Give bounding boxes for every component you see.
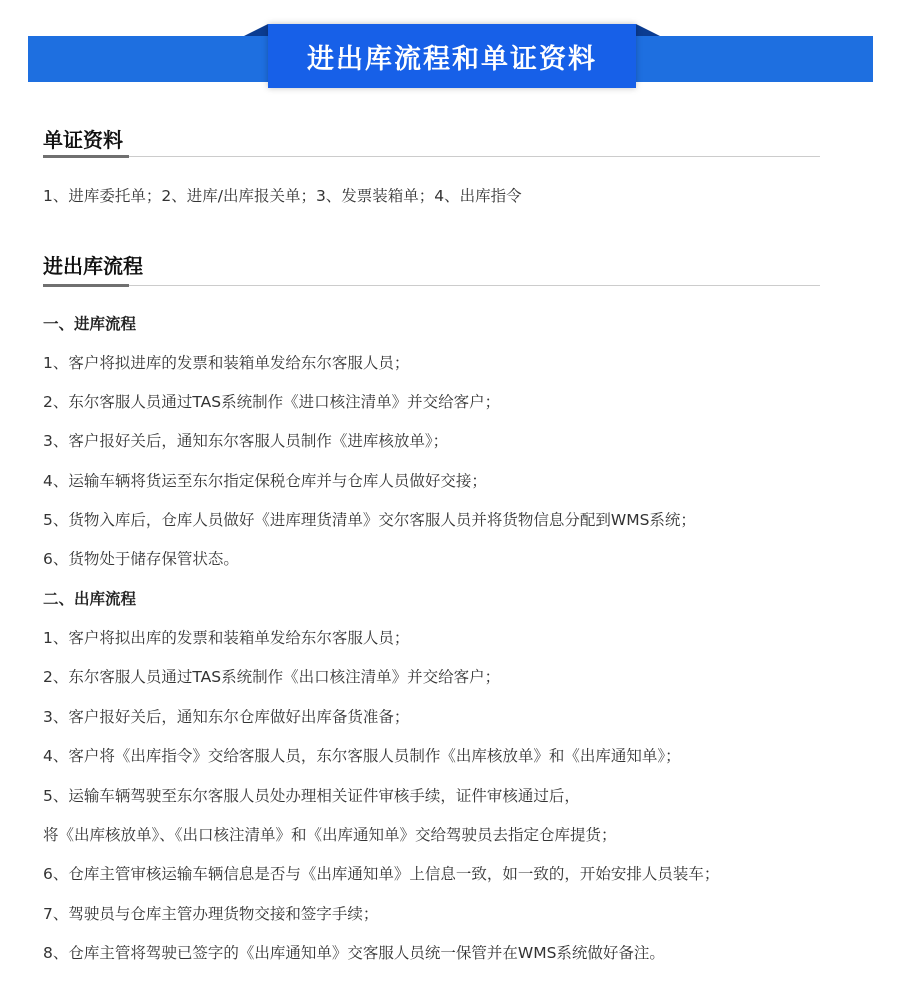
outbound-step: 1、客户将拟出库的发票和装箱单发给东尔客服人员； xyxy=(43,629,410,647)
process-divider xyxy=(43,285,820,286)
documents-divider xyxy=(43,156,820,157)
inbound-step: 5、货物入库后，仓库人员做好《进库理货清单》交尔客服人员并将货物信息分配到WMS系统； xyxy=(43,511,696,529)
inbound-heading: 一、进库流程 xyxy=(43,315,137,333)
outbound-step: 7、驾驶员与仓库主管办理货物交接和签字手续； xyxy=(43,905,379,923)
banner-fold-left xyxy=(244,24,268,36)
outbound-step: 6、仓库主管审核运输车辆信息是否与《出库通知单》上信息一致，如一致的，开始安排人员装车； xyxy=(43,865,720,883)
outbound-step: 4、客户将《出库指令》交给客服人员，东尔客服人员制作《出库核放单》和《出库通知单》； xyxy=(43,747,681,765)
documents-divider-accent xyxy=(43,155,129,158)
outbound-step: 5、运输车辆驾驶至东尔客服人员处办理相关证件审核手续，证件审核通过后， xyxy=(43,787,580,805)
inbound-step: 6、货物处于储存保管状态。 xyxy=(43,550,239,568)
inbound-step: 3、客户报好关后，通知东尔客服人员制作《进库核放单》； xyxy=(43,432,449,450)
inbound-step: 1、客户将拟进库的发票和装箱单发给东尔客服人员； xyxy=(43,354,410,372)
outbound-step: 3、客户报好关后，通知东尔仓库做好出库备货准备； xyxy=(43,708,410,726)
inbound-step: 2、东尔客服人员通过TAS系统制作《进口核注清单》并交给客户； xyxy=(43,393,501,411)
page-title: 进出库流程和单证资料 xyxy=(268,24,636,88)
banner-fold-right xyxy=(636,24,660,36)
outbound-step: 8、仓库主管将驾驶已签字的《出库通知单》交客服人员统一保管并在WMS系统做好备注。 xyxy=(43,944,665,962)
process-divider-accent xyxy=(43,284,129,287)
outbound-step: 2、东尔客服人员通过TAS系统制作《出口核注清单》并交给客户； xyxy=(43,668,501,686)
documents-list: 1、进库委托单；2、进库/出库报关单；3、发票装箱单；4、出库指令 xyxy=(43,187,522,205)
inbound-step: 4、运输车辆将货运至东尔指定保税仓库并与仓库人员做好交接； xyxy=(43,472,487,490)
documents-heading: 单证资料 xyxy=(43,128,123,152)
process-heading: 进出库流程 xyxy=(43,254,143,278)
outbound-step-continuation: 将《出库核放单》、《出口核注清单》和《出库通知单》交给驾驶员去指定仓库提货； xyxy=(43,826,617,844)
outbound-heading: 二、出库流程 xyxy=(43,590,137,608)
